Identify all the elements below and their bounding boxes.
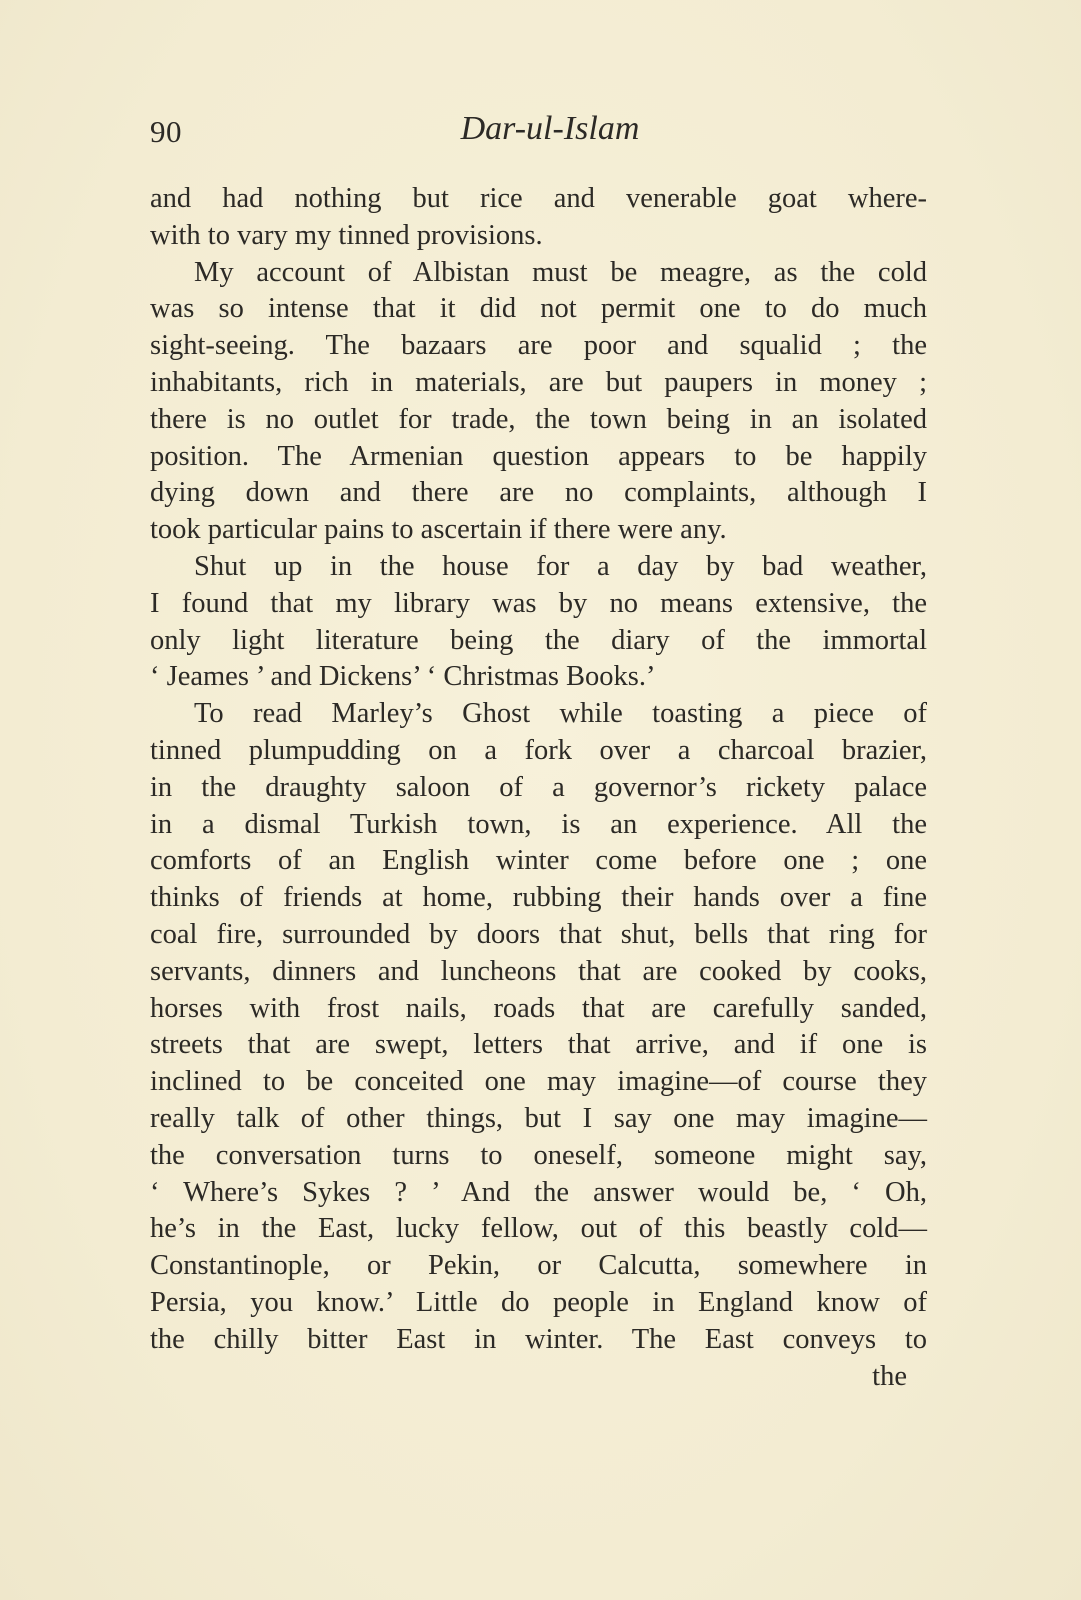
- paragraph: [150, 181, 927, 255]
- text-line: he’s in the East, lucky fellow, out of this beastly cold—: [150, 1213, 927, 1245]
- text-line: inhabitants, rich in materials, are but paupers in money ;: [150, 366, 927, 398]
- text-line: thinks of friends at home, rubbing their hands over a fine: [150, 882, 927, 914]
- text-line: tinned plumpudding on a fork over a charcoal brazier,: [150, 734, 927, 766]
- text-line: ‘ Where’s Sykes ? ’ And the answer would be, ‘ Oh,: [150, 1176, 927, 1208]
- text-line: with to vary my tinned provisions.: [150, 219, 543, 251]
- text-line: only light literature being the diary of the immortal: [150, 624, 927, 656]
- page-header: [150, 110, 930, 160]
- text-line: servants, dinners and luncheons that are cooked by cooks,: [150, 955, 927, 987]
- text-line: really talk of other things, but I say one may imagine—: [150, 1102, 927, 1134]
- text-line: took particular pains to ascertain if there were any.: [150, 514, 727, 546]
- page-number: 90: [150, 114, 182, 149]
- paragraph: [150, 696, 927, 1358]
- body-text: [150, 181, 927, 1395]
- text-line: inclined to be conceited one may imagine—of course they: [150, 1066, 927, 1098]
- running-title: Dar-ul-Islam: [460, 110, 640, 147]
- text-line: Constantinople, or Pekin, or Calcutta, somewhere in: [150, 1250, 927, 1282]
- text-line: in a dismal Turkish town, is an experience. All the: [150, 808, 927, 840]
- text-line: My account of Albistan must be meagre, as the cold: [194, 256, 927, 288]
- text-line: there is no outlet for trade, the town being in an isolated: [150, 403, 927, 435]
- text-line: Persia, you know.’ Little do people in England know of: [150, 1286, 927, 1318]
- text-line: was so intense that it did not permit one to do much: [150, 293, 927, 325]
- text-line: I found that my library was by no means extensive, the: [150, 587, 927, 619]
- paragraph: [150, 549, 927, 696]
- paragraph: [150, 255, 927, 549]
- text-line: sight-seeing. The bazaars are poor and squalid ; the: [150, 330, 927, 362]
- text-line: Shut up in the house for a day by bad weather,: [194, 550, 927, 582]
- text-line: To read Marley’s Ghost while toasting a piece of: [194, 698, 927, 730]
- text-line: dying down and there are no complaints, although I: [150, 477, 927, 509]
- catchword: the: [872, 1360, 907, 1392]
- text-line: comforts of an English winter come before one ; one: [150, 845, 927, 877]
- text-line: position. The Armenian question appears to be happily: [150, 440, 927, 472]
- text-line: horses with frost nails, roads that are carefully sanded,: [150, 992, 927, 1024]
- text-line: ‘ Jeames ’ and Dickens’ ‘ Christmas Books.’: [150, 661, 656, 693]
- text-line: in the draughty saloon of a governor’s rickety palace: [150, 771, 927, 803]
- text-line: the conversation turns to oneself, someone might say,: [150, 1139, 927, 1171]
- text-line: streets that are swept, letters that arrive, and if one is: [150, 1029, 927, 1061]
- text-line: and had nothing but rice and venerable goat where-: [150, 183, 927, 214]
- text-line: the chilly bitter East in winter. The East conveys to: [150, 1323, 927, 1355]
- text-line: coal fire, surrounded by doors that shut, bells that ring for: [150, 918, 927, 950]
